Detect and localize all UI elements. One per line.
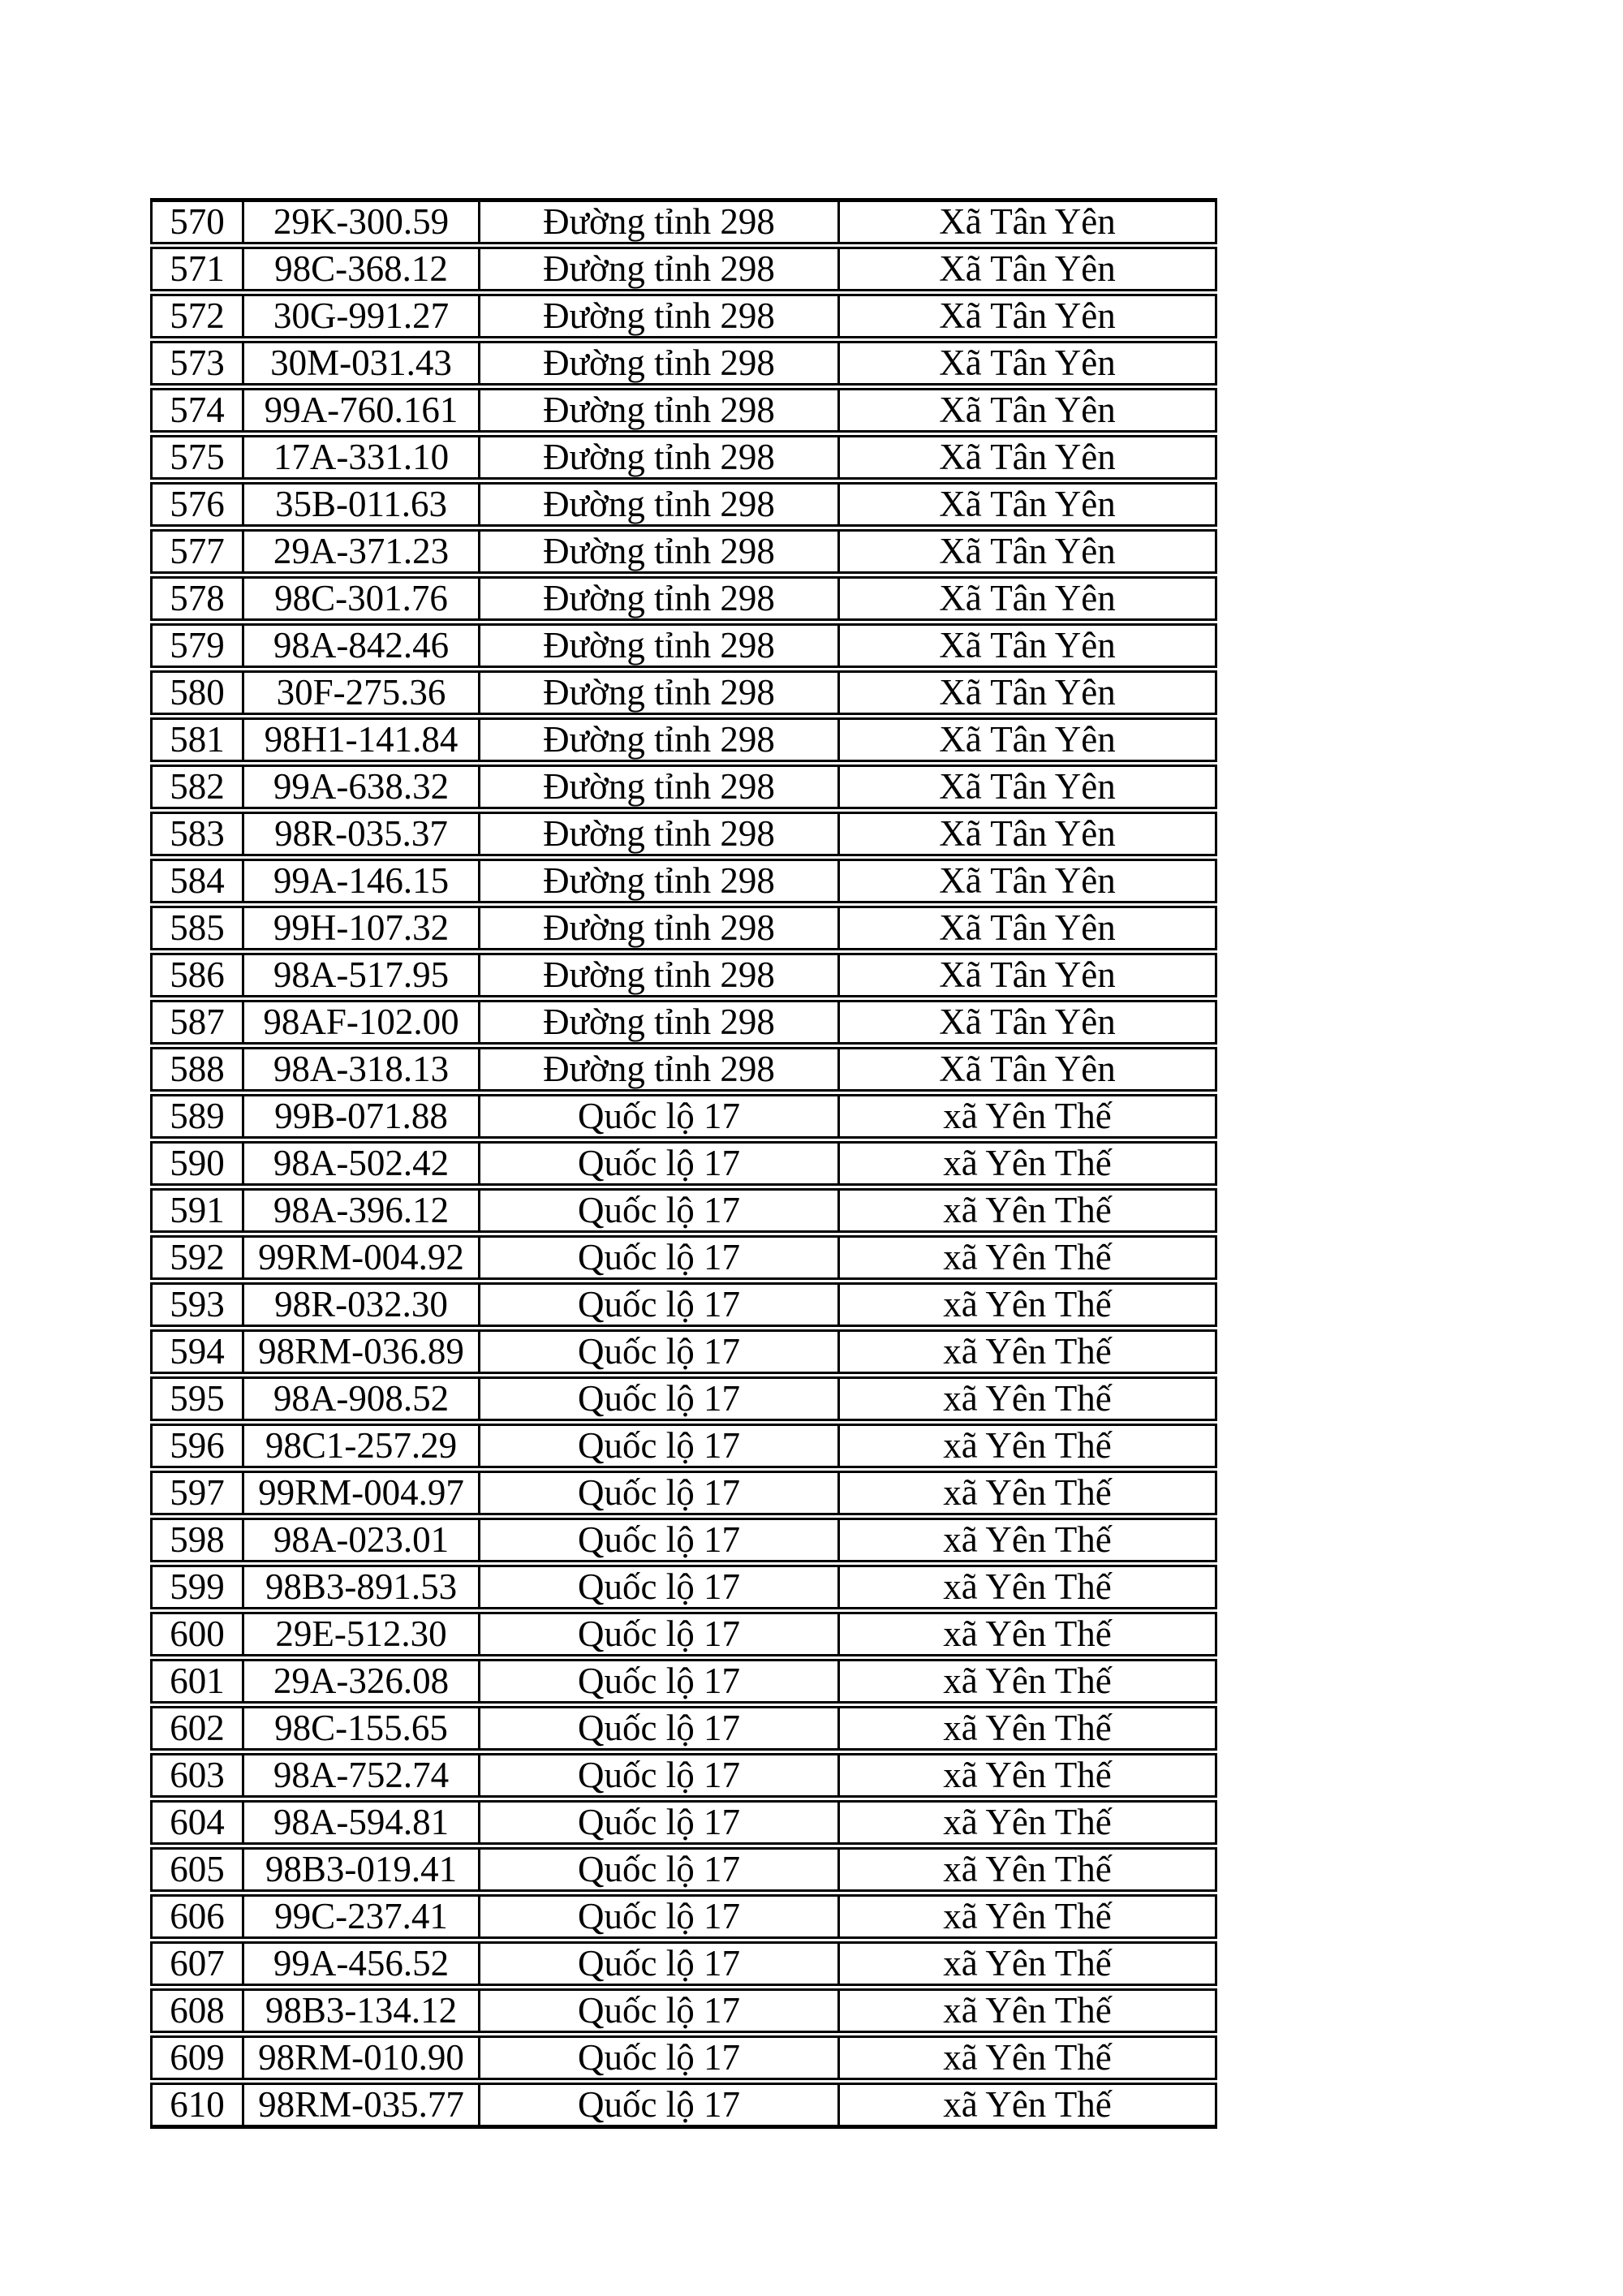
- license-plate-cell: 99A-760.161: [242, 388, 478, 433]
- license-plate-cell: 98A-023.01: [242, 1518, 478, 1562]
- row-number-cell: 602: [150, 1706, 242, 1751]
- row-number-cell: 584: [150, 859, 242, 903]
- row-number-cell: 599: [150, 1565, 242, 1609]
- license-plate-cell: 99RM-004.92: [242, 1235, 478, 1280]
- road-name-cell: Quốc lộ 17: [478, 1612, 837, 1656]
- location-cell: xã Yên Thế: [837, 1282, 1217, 1327]
- row-number-cell: 604: [150, 1800, 242, 1845]
- license-plate-cell: 99RM-004.97: [242, 1471, 478, 1515]
- table-row: [150, 341, 1217, 386]
- location-cell: xã Yên Thế: [837, 1424, 1217, 1468]
- location-cell: xã Yên Thế: [837, 1800, 1217, 1845]
- road-name-cell: Quốc lộ 17: [478, 1800, 837, 1845]
- license-plate-cell: 98A-502.42: [242, 1141, 478, 1186]
- license-plate-cell: 98C-368.12: [242, 247, 478, 291]
- road-name-cell: Quốc lộ 17: [478, 1188, 837, 1233]
- license-plate-cell: 30F-275.36: [242, 670, 478, 715]
- location-cell: Xã Tân Yên: [837, 765, 1217, 809]
- license-plate-cell: 98B3-019.41: [242, 1847, 478, 1892]
- license-plate-cell: 99B-071.88: [242, 1094, 478, 1139]
- row-number-cell: 590: [150, 1141, 242, 1186]
- location-cell: xã Yên Thế: [837, 1565, 1217, 1609]
- table-row: [150, 198, 1217, 244]
- license-plate-cell: 98C-155.65: [242, 1706, 478, 1751]
- location-cell: Xã Tân Yên: [837, 247, 1217, 291]
- location-cell: Xã Tân Yên: [837, 623, 1217, 668]
- table-row: [150, 1047, 1217, 1092]
- license-plate-cell: 29A-371.23: [242, 529, 478, 574]
- table-row: [150, 435, 1217, 480]
- vehicle-list-table-container: [150, 196, 1217, 2131]
- road-name-cell: Quốc lộ 17: [478, 1141, 837, 1186]
- license-plate-cell: 99C-237.41: [242, 1894, 478, 1939]
- road-name-cell: Quốc lộ 17: [478, 1894, 837, 1939]
- license-plate-cell: 98AF-102.00: [242, 1000, 478, 1045]
- license-plate-cell: 98A-908.52: [242, 1376, 478, 1421]
- license-plate-cell: 98A-396.12: [242, 1188, 478, 1233]
- row-number-cell: 588: [150, 1047, 242, 1092]
- road-name-cell: Quốc lộ 17: [478, 1847, 837, 1892]
- location-cell: xã Yên Thế: [837, 1094, 1217, 1139]
- row-number-cell: 606: [150, 1894, 242, 1939]
- location-cell: xã Yên Thế: [837, 1329, 1217, 1374]
- row-number-cell: 586: [150, 953, 242, 997]
- table-row: [150, 2035, 1217, 2080]
- location-cell: xã Yên Thế: [837, 1141, 1217, 1186]
- row-number-cell: 601: [150, 1659, 242, 1704]
- table-row: [150, 670, 1217, 715]
- row-number-cell: 570: [150, 198, 242, 244]
- road-name-cell: Đường tỉnh 298: [478, 341, 837, 386]
- table-row: [150, 1424, 1217, 1468]
- road-name-cell: Đường tỉnh 298: [478, 529, 837, 574]
- location-cell: Xã Tân Yên: [837, 906, 1217, 950]
- table-row: [150, 1471, 1217, 1515]
- license-plate-cell: 98B3-134.12: [242, 1988, 478, 2033]
- location-cell: xã Yên Thế: [837, 1376, 1217, 1421]
- road-name-cell: Đường tỉnh 298: [478, 1000, 837, 1045]
- road-name-cell: Quốc lộ 17: [478, 1094, 837, 1139]
- row-number-cell: 581: [150, 717, 242, 762]
- table-row: [150, 812, 1217, 856]
- license-plate-cell: 30G-991.27: [242, 294, 478, 338]
- location-cell: Xã Tân Yên: [837, 812, 1217, 856]
- row-number-cell: 571: [150, 247, 242, 291]
- license-plate-cell: 98A-318.13: [242, 1047, 478, 1092]
- road-name-cell: Đường tỉnh 298: [478, 717, 837, 762]
- road-name-cell: Đường tỉnh 298: [478, 906, 837, 950]
- row-number-cell: 591: [150, 1188, 242, 1233]
- road-name-cell: Quốc lộ 17: [478, 1424, 837, 1468]
- license-plate-cell: 29E-512.30: [242, 1612, 478, 1656]
- location-cell: xã Yên Thế: [837, 1612, 1217, 1656]
- table-row: [150, 953, 1217, 997]
- row-number-cell: 585: [150, 906, 242, 950]
- location-cell: Xã Tân Yên: [837, 482, 1217, 527]
- road-name-cell: Đường tỉnh 298: [478, 953, 837, 997]
- road-name-cell: Đường tỉnh 298: [478, 198, 837, 244]
- road-name-cell: Quốc lộ 17: [478, 1941, 837, 1986]
- road-name-cell: Quốc lộ 17: [478, 1235, 837, 1280]
- location-cell: Xã Tân Yên: [837, 1000, 1217, 1045]
- license-plate-cell: 99A-456.52: [242, 1941, 478, 1986]
- license-plate-cell: 98RM-010.90: [242, 2035, 478, 2080]
- row-number-cell: 596: [150, 1424, 242, 1468]
- table-row: [150, 482, 1217, 527]
- table-row: [150, 1188, 1217, 1233]
- road-name-cell: Đường tỉnh 298: [478, 623, 837, 668]
- row-number-cell: 603: [150, 1753, 242, 1798]
- location-cell: Xã Tân Yên: [837, 1047, 1217, 1092]
- location-cell: Xã Tân Yên: [837, 576, 1217, 621]
- row-number-cell: 595: [150, 1376, 242, 1421]
- row-number-cell: 578: [150, 576, 242, 621]
- row-number-cell: 608: [150, 1988, 242, 2033]
- license-plate-cell: 29A-326.08: [242, 1659, 478, 1704]
- location-cell: xã Yên Thế: [837, 1235, 1217, 1280]
- row-number-cell: 577: [150, 529, 242, 574]
- table-row: [150, 1847, 1217, 1892]
- license-plate-cell: 98C-301.76: [242, 576, 478, 621]
- row-number-cell: 575: [150, 435, 242, 480]
- table-row: [150, 529, 1217, 574]
- road-name-cell: Quốc lộ 17: [478, 1471, 837, 1515]
- vehicle-table-body: [150, 198, 1217, 2129]
- row-number-cell: 597: [150, 1471, 242, 1515]
- location-cell: xã Yên Thế: [837, 1706, 1217, 1751]
- table-row: [150, 906, 1217, 950]
- license-plate-cell: 29K-300.59: [242, 198, 478, 244]
- license-plate-cell: 99A-638.32: [242, 765, 478, 809]
- location-cell: xã Yên Thế: [837, 1894, 1217, 1939]
- road-name-cell: Đường tỉnh 298: [478, 576, 837, 621]
- road-name-cell: Đường tỉnh 298: [478, 388, 837, 433]
- row-number-cell: 610: [150, 2083, 242, 2129]
- location-cell: Xã Tân Yên: [837, 341, 1217, 386]
- location-cell: Xã Tân Yên: [837, 294, 1217, 338]
- row-number-cell: 589: [150, 1094, 242, 1139]
- table-row: [150, 1659, 1217, 1704]
- table-row: [150, 1000, 1217, 1045]
- road-name-cell: Quốc lộ 17: [478, 1376, 837, 1421]
- license-plate-cell: 98RM-036.89: [242, 1329, 478, 1374]
- table-row: [150, 717, 1217, 762]
- table-row: [150, 388, 1217, 433]
- location-cell: xã Yên Thế: [837, 1471, 1217, 1515]
- location-cell: xã Yên Thế: [837, 1941, 1217, 1986]
- table-row: [150, 1329, 1217, 1374]
- table-row: [150, 1376, 1217, 1421]
- road-name-cell: Đường tỉnh 298: [478, 859, 837, 903]
- row-number-cell: 593: [150, 1282, 242, 1327]
- row-number-cell: 574: [150, 388, 242, 433]
- row-number-cell: 598: [150, 1518, 242, 1562]
- license-plate-cell: 98C1-257.29: [242, 1424, 478, 1468]
- road-name-cell: Quốc lộ 17: [478, 1518, 837, 1562]
- road-name-cell: Quốc lộ 17: [478, 1988, 837, 2033]
- location-cell: Xã Tân Yên: [837, 953, 1217, 997]
- road-name-cell: Quốc lộ 17: [478, 1565, 837, 1609]
- table-row: [150, 1941, 1217, 1986]
- road-name-cell: Quốc lộ 17: [478, 1329, 837, 1374]
- row-number-cell: 609: [150, 2035, 242, 2080]
- table-row: [150, 1235, 1217, 1280]
- table-row: [150, 1988, 1217, 2033]
- row-number-cell: 582: [150, 765, 242, 809]
- table-row: [150, 294, 1217, 338]
- row-number-cell: 576: [150, 482, 242, 527]
- table-row: [150, 1518, 1217, 1562]
- road-name-cell: Đường tỉnh 298: [478, 482, 837, 527]
- row-number-cell: 579: [150, 623, 242, 668]
- location-cell: Xã Tân Yên: [837, 388, 1217, 433]
- license-plate-cell: 98B3-891.53: [242, 1565, 478, 1609]
- road-name-cell: Đường tỉnh 298: [478, 435, 837, 480]
- license-plate-cell: 98R-035.37: [242, 812, 478, 856]
- road-name-cell: Quốc lộ 17: [478, 1753, 837, 1798]
- table-row: [150, 1800, 1217, 1845]
- row-number-cell: 594: [150, 1329, 242, 1374]
- license-plate-cell: 99H-107.32: [242, 906, 478, 950]
- road-name-cell: Đường tỉnh 298: [478, 247, 837, 291]
- license-plate-cell: 98A-594.81: [242, 1800, 478, 1845]
- vehicle-list-table: [150, 196, 1217, 2131]
- location-cell: xã Yên Thế: [837, 1753, 1217, 1798]
- location-cell: xã Yên Thế: [837, 1518, 1217, 1562]
- location-cell: xã Yên Thế: [837, 1659, 1217, 1704]
- location-cell: Xã Tân Yên: [837, 670, 1217, 715]
- road-name-cell: Đường tỉnh 298: [478, 812, 837, 856]
- table-row: [150, 1565, 1217, 1609]
- table-row: [150, 1612, 1217, 1656]
- row-number-cell: 587: [150, 1000, 242, 1045]
- table-row: [150, 2083, 1217, 2129]
- table-row: [150, 247, 1217, 291]
- table-row: [150, 765, 1217, 809]
- row-number-cell: 605: [150, 1847, 242, 1892]
- location-cell: xã Yên Thế: [837, 1847, 1217, 1892]
- location-cell: Xã Tân Yên: [837, 529, 1217, 574]
- row-number-cell: 592: [150, 1235, 242, 1280]
- license-plate-cell: 98RM-035.77: [242, 2083, 478, 2129]
- table-row: [150, 1141, 1217, 1186]
- road-name-cell: Đường tỉnh 298: [478, 670, 837, 715]
- location-cell: Xã Tân Yên: [837, 198, 1217, 244]
- table-row: [150, 623, 1217, 668]
- table-row: [150, 1753, 1217, 1798]
- road-name-cell: Quốc lộ 17: [478, 1659, 837, 1704]
- license-plate-cell: 17A-331.10: [242, 435, 478, 480]
- table-row: [150, 1094, 1217, 1139]
- road-name-cell: Quốc lộ 17: [478, 2035, 837, 2080]
- table-row: [150, 1706, 1217, 1751]
- row-number-cell: 580: [150, 670, 242, 715]
- road-name-cell: Quốc lộ 17: [478, 2083, 837, 2129]
- location-cell: xã Yên Thế: [837, 2035, 1217, 2080]
- table-row: [150, 1282, 1217, 1327]
- location-cell: xã Yên Thế: [837, 2083, 1217, 2129]
- license-plate-cell: 30M-031.43: [242, 341, 478, 386]
- license-plate-cell: 99A-146.15: [242, 859, 478, 903]
- license-plate-cell: 98R-032.30: [242, 1282, 478, 1327]
- location-cell: Xã Tân Yên: [837, 717, 1217, 762]
- road-name-cell: Đường tỉnh 298: [478, 765, 837, 809]
- road-name-cell: Đường tỉnh 298: [478, 1047, 837, 1092]
- location-cell: Xã Tân Yên: [837, 859, 1217, 903]
- license-plate-cell: 35B-011.63: [242, 482, 478, 527]
- location-cell: xã Yên Thế: [837, 1188, 1217, 1233]
- location-cell: Xã Tân Yên: [837, 435, 1217, 480]
- road-name-cell: Quốc lộ 17: [478, 1706, 837, 1751]
- road-name-cell: Quốc lộ 17: [478, 1282, 837, 1327]
- row-number-cell: 600: [150, 1612, 242, 1656]
- row-number-cell: 573: [150, 341, 242, 386]
- license-plate-cell: 98A-842.46: [242, 623, 478, 668]
- license-plate-cell: 98A-752.74: [242, 1753, 478, 1798]
- license-plate-cell: 98A-517.95: [242, 953, 478, 997]
- license-plate-cell: 98H1-141.84: [242, 717, 478, 762]
- row-number-cell: 583: [150, 812, 242, 856]
- table-row: [150, 1894, 1217, 1939]
- table-row: [150, 576, 1217, 621]
- row-number-cell: 572: [150, 294, 242, 338]
- location-cell: xã Yên Thế: [837, 1988, 1217, 2033]
- road-name-cell: Đường tỉnh 298: [478, 294, 837, 338]
- table-row: [150, 859, 1217, 903]
- row-number-cell: 607: [150, 1941, 242, 1986]
